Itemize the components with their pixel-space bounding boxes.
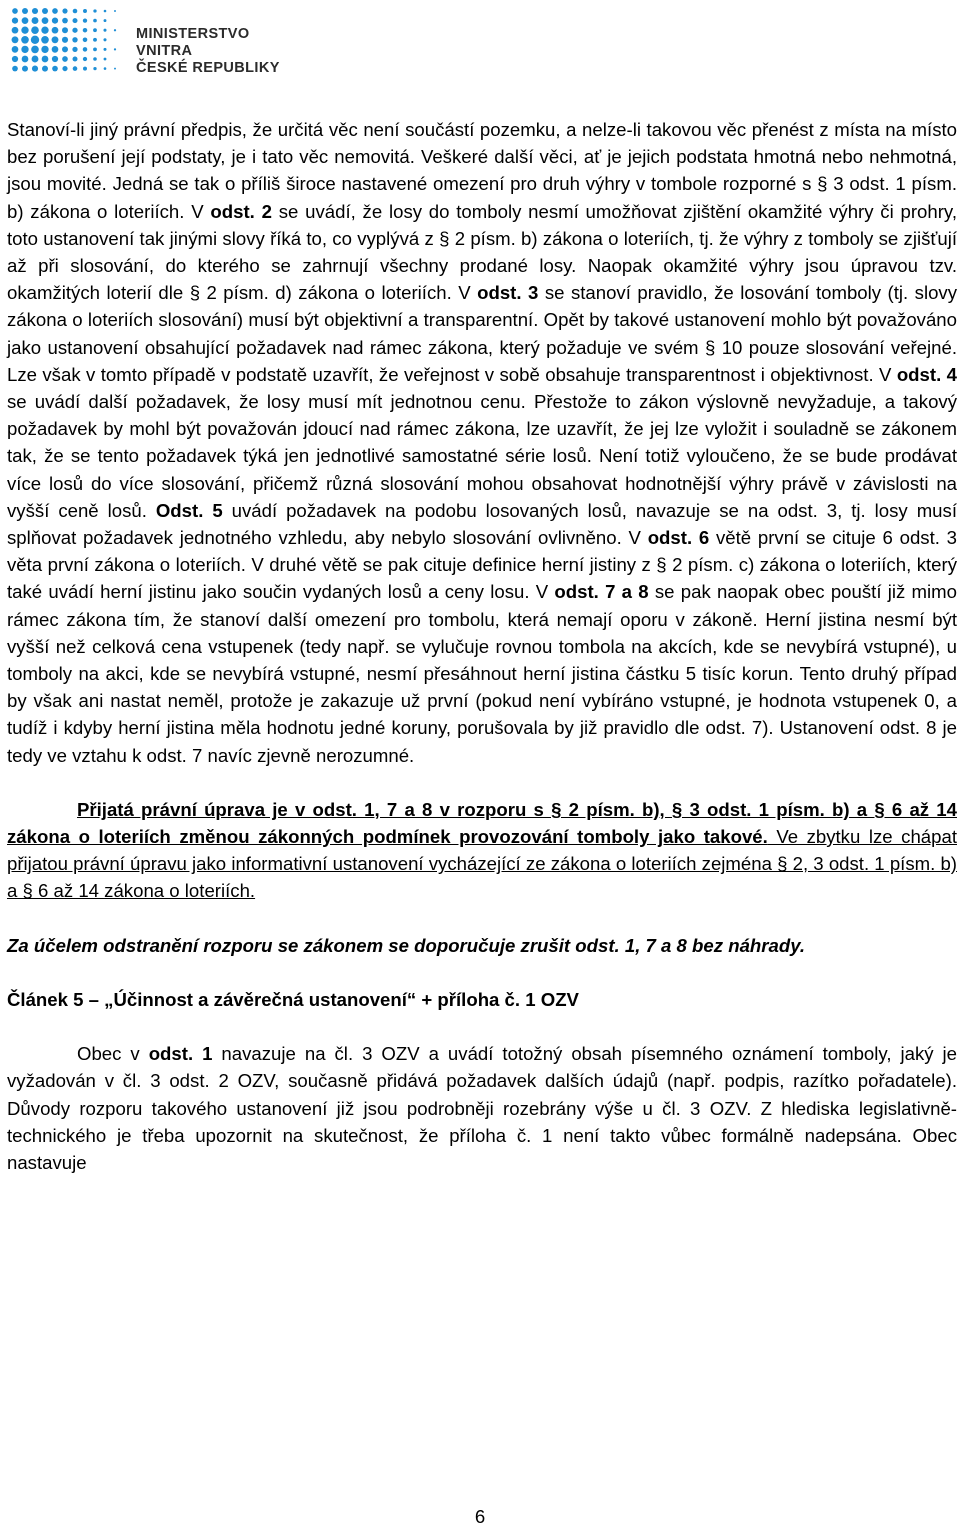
logo-dot: [62, 66, 67, 71]
logo-dot: [104, 67, 107, 70]
logo-dot: [52, 56, 58, 62]
logo-dot: [62, 18, 68, 24]
page-number: 6: [474, 1506, 486, 1527]
logo-dot: [62, 56, 68, 62]
logo-dot: [12, 66, 18, 72]
logo-dot: [93, 38, 97, 42]
logo-text: [136, 26, 310, 77]
logo-dot: [22, 8, 28, 14]
logo-dot: [114, 10, 116, 12]
logo-dot: [72, 18, 77, 23]
logo-dot: [31, 36, 39, 44]
document-body: [7, 116, 957, 1176]
logo-line-2: ČESKÉ REPUBLIKY: [136, 60, 280, 76]
logo-dot: [41, 27, 48, 34]
logo-dots-icon: [10, 6, 122, 74]
logo-dot: [52, 66, 58, 72]
logo-dot: [103, 29, 106, 32]
logo-dot: [32, 66, 38, 72]
logo-dot: [12, 46, 19, 53]
logo-dot: [22, 66, 28, 72]
logo-dot: [93, 19, 97, 23]
logo-dot: [72, 56, 77, 61]
logo-dot: [104, 58, 107, 61]
logo-dot: [21, 36, 29, 44]
paragraph-1: Stanoví-li jiný právní předpis, že určitá věc není součástí pozemku, a nelze-li takovou věc přenést z místa na místo bez porušení její podstaty, je i tato věc nemovitá. Veškeré další věci, ať je jejich podstata hmotná nebo nehmotná, jsou movité. Jedná se tak o příliš široce nastavené omezení pro druh výhry v tombole rozporné s § 3 odst. 1 písm. b) zákona o loteriích. V odst. 2 se uvádí, že losy do tomboly nesmí umožňovat zjištění okamžité výhry či prohry, toto ustanovení tak jinými slovy říká to, co vyplývá z § 2 písm. b) zákona o loteriích, tj. že výhry z tomboly se zjišťují až při slosování, do kterého se zahrnují všechny prodané losy. Naopak okamžité výhry jsou úpravou tzv. okamžitých loterií dle § 2 písm. d) zákona o loteriích. V odst. 3 se stanoví pravidlo, že losování tomboly (tj. slovy zákona o loteriích slosování) musí být objektivní a transparentní. Opět by takové ustanovení mohlo být považováno jako ustanovení obsahující požadavek nad rámec zákona, který požaduje ve svém § 10 pouze slosování veřejné. Lze však v tomto případě v podstatě uzavřít, že veřejnost v sobě obsahuje transparentnost i objektivnost. V odst. 4 se uvádí další požadavek, že losy musí mít jednotnou cenu. Přestože to zákon výslovně nevyžaduje, a takový požadavek by mohl být považován jdoucí nad rámec zákona, lze uzavřít, že jej lze vyložit i souladně se zákonem tak, že se tento požadavek týká jen jednotlivé samostatné série losů. Není totiž vyloučeno, že se bude prodávat více losů do více slosování, přičemž různá slosování mohou obsahovat hodnotnější výhry právě v závislosti na vyšší ceně losů. Odst. 5 uvádí požadavek na podobu losovaných losů, navazuje se na odst. 3, tj. losy musí splňovat požadavek jednotného vzhledu, aby nebylo slosování ovlivněno. V odst. 6 větě první se cituje 6 odst. 3 věta první zákona o loteriích. V druhé větě se pak cituje definice herní jistiny z § 2 písm. c) zákona o loteriích, který také uvádí herní jistinu jako součin vydaných losů a ceny losu. V odst. 7 a 8 se pak naopak obec pouští již mimo rámec zákona tím, že stanoví další omezení pro tombolu, která nemají oporu v zákoně. Herní jistina nesmí být vyšší než celková cena vstupenek (tedy např. se vylučuje rovnou tombola na akcích, kde se nevybírá vstupné), u tomboly na akci, kde se nevybírá vstupné, nesmí přesáhnout herní jistina částku 5 tisíc korun. Tento druhý případ by však ani nastat neměl, protože je zakazuje už první (pokud není vybíráno vstupné, je hodnota vstupenek 0, a tudíž i kdyby herní jistina měla hodnotu jedné koruny, porušovala by již pravidlo dle odst. 7). Ustanovení odst. 8 je tedy ve vztahu k odst. 7 navíc zjevně nerozumné.: [7, 119, 958, 766]
logo-dot: [104, 10, 107, 13]
logo-dot: [114, 29, 116, 31]
logo-dot: [62, 8, 67, 13]
logo-dot: [12, 8, 18, 14]
logo-dot: [103, 48, 106, 51]
logo-dot: [12, 27, 19, 34]
logo-dot: [41, 36, 49, 44]
paragraph-4: Obec v odst. 1 navazuje na čl. 3 OZV a uvádí totožný obsah písemného oznámení tomboly, jaký je vyžadován v čl. 3 odst. 2 OZV, současně přidává požadavek dalších údajů (např. podpis, razítko pořadatele). Důvody rozporu takového ustanovení již jsou podrobněji rozebrány výše u čl. 3 OZV. Z hlediska legislativně-technického je třeba upozornit na skutečnost, že příloha č. 1 není takto vůbec formálně nadepsána. Obec nastavuje: [7, 1043, 957, 1173]
logo-dot: [32, 8, 38, 14]
logo-dot: [52, 17, 58, 23]
logo-dot: [114, 68, 116, 70]
paragraph-3-recommendation: Za účelem odstranění rozporu se zákonem se doporučuje zrušit odst. 1, 7 a 8 bez náhrady.: [7, 934, 806, 956]
logo-dot: [83, 18, 87, 22]
logo-dot: [72, 37, 77, 42]
logo-dot: [52, 36, 59, 43]
logo-dot: [72, 47, 77, 52]
logo-dot: [93, 48, 97, 52]
logo-dot: [22, 17, 29, 24]
logo-dot: [31, 46, 39, 54]
logo-dot: [12, 17, 18, 23]
logo-dot: [41, 46, 48, 53]
logo-dot: [42, 56, 49, 63]
logo-dot: [73, 66, 78, 71]
logo-dot: [73, 9, 78, 14]
logo-dot: [52, 8, 58, 14]
logo-dot: [93, 9, 96, 12]
logo-dot: [42, 8, 48, 14]
logo-dot: [62, 37, 68, 43]
logo-dot: [83, 38, 88, 43]
logo-dot: [21, 27, 28, 34]
logo-dot: [52, 27, 59, 34]
paragraph-2: Přijatá právní úprava je v odst. 1, 7 a 8 v rozporu s § 2 písm. b), § 3 odst. 1 písm. b) a § 6 až 14 zákona o loteriích změnou zákonných podmínek provozování tomboly jako takové. Ve zbytku lze chápat přijatou právní úpravu jako informativní ustanovení vycházející ze zákona o loteriích zejména § 2, 3 odst. 1 písm. b) a § 6 až 14 zákona o loteriích.: [7, 798, 957, 902]
logo-dot: [104, 19, 107, 22]
logo-dot: [83, 57, 87, 61]
logo-line-1: MINISTERSTVO VNITRA: [136, 26, 250, 59]
logo-dot: [52, 46, 59, 53]
logo-dot: [31, 26, 39, 34]
logo-dot: [12, 36, 19, 43]
logo-dot: [83, 9, 87, 13]
logo-dot: [32, 17, 39, 24]
logo-dot: [62, 46, 68, 52]
logo-dot: [42, 66, 48, 72]
logo-dot: [62, 27, 68, 33]
logo-dot: [72, 28, 77, 33]
logo-dot: [12, 56, 18, 62]
logo-dot: [83, 47, 88, 52]
logo-dot: [93, 28, 97, 32]
logo-dot: [22, 56, 29, 63]
logo-dot: [42, 17, 49, 24]
section-heading: Článek 5 – „Účinnost a závěrečná ustanovení“ + příloha č. 1 OZV: [7, 988, 579, 1010]
ministry-logo: [10, 6, 310, 74]
logo-dot: [83, 67, 87, 71]
logo-dot: [32, 56, 39, 63]
logo-dot: [93, 67, 96, 70]
logo-dot: [83, 28, 88, 33]
logo-dot: [103, 38, 106, 41]
logo-dot: [93, 57, 97, 61]
logo-dot: [114, 48, 116, 50]
logo-dot: [21, 46, 28, 53]
